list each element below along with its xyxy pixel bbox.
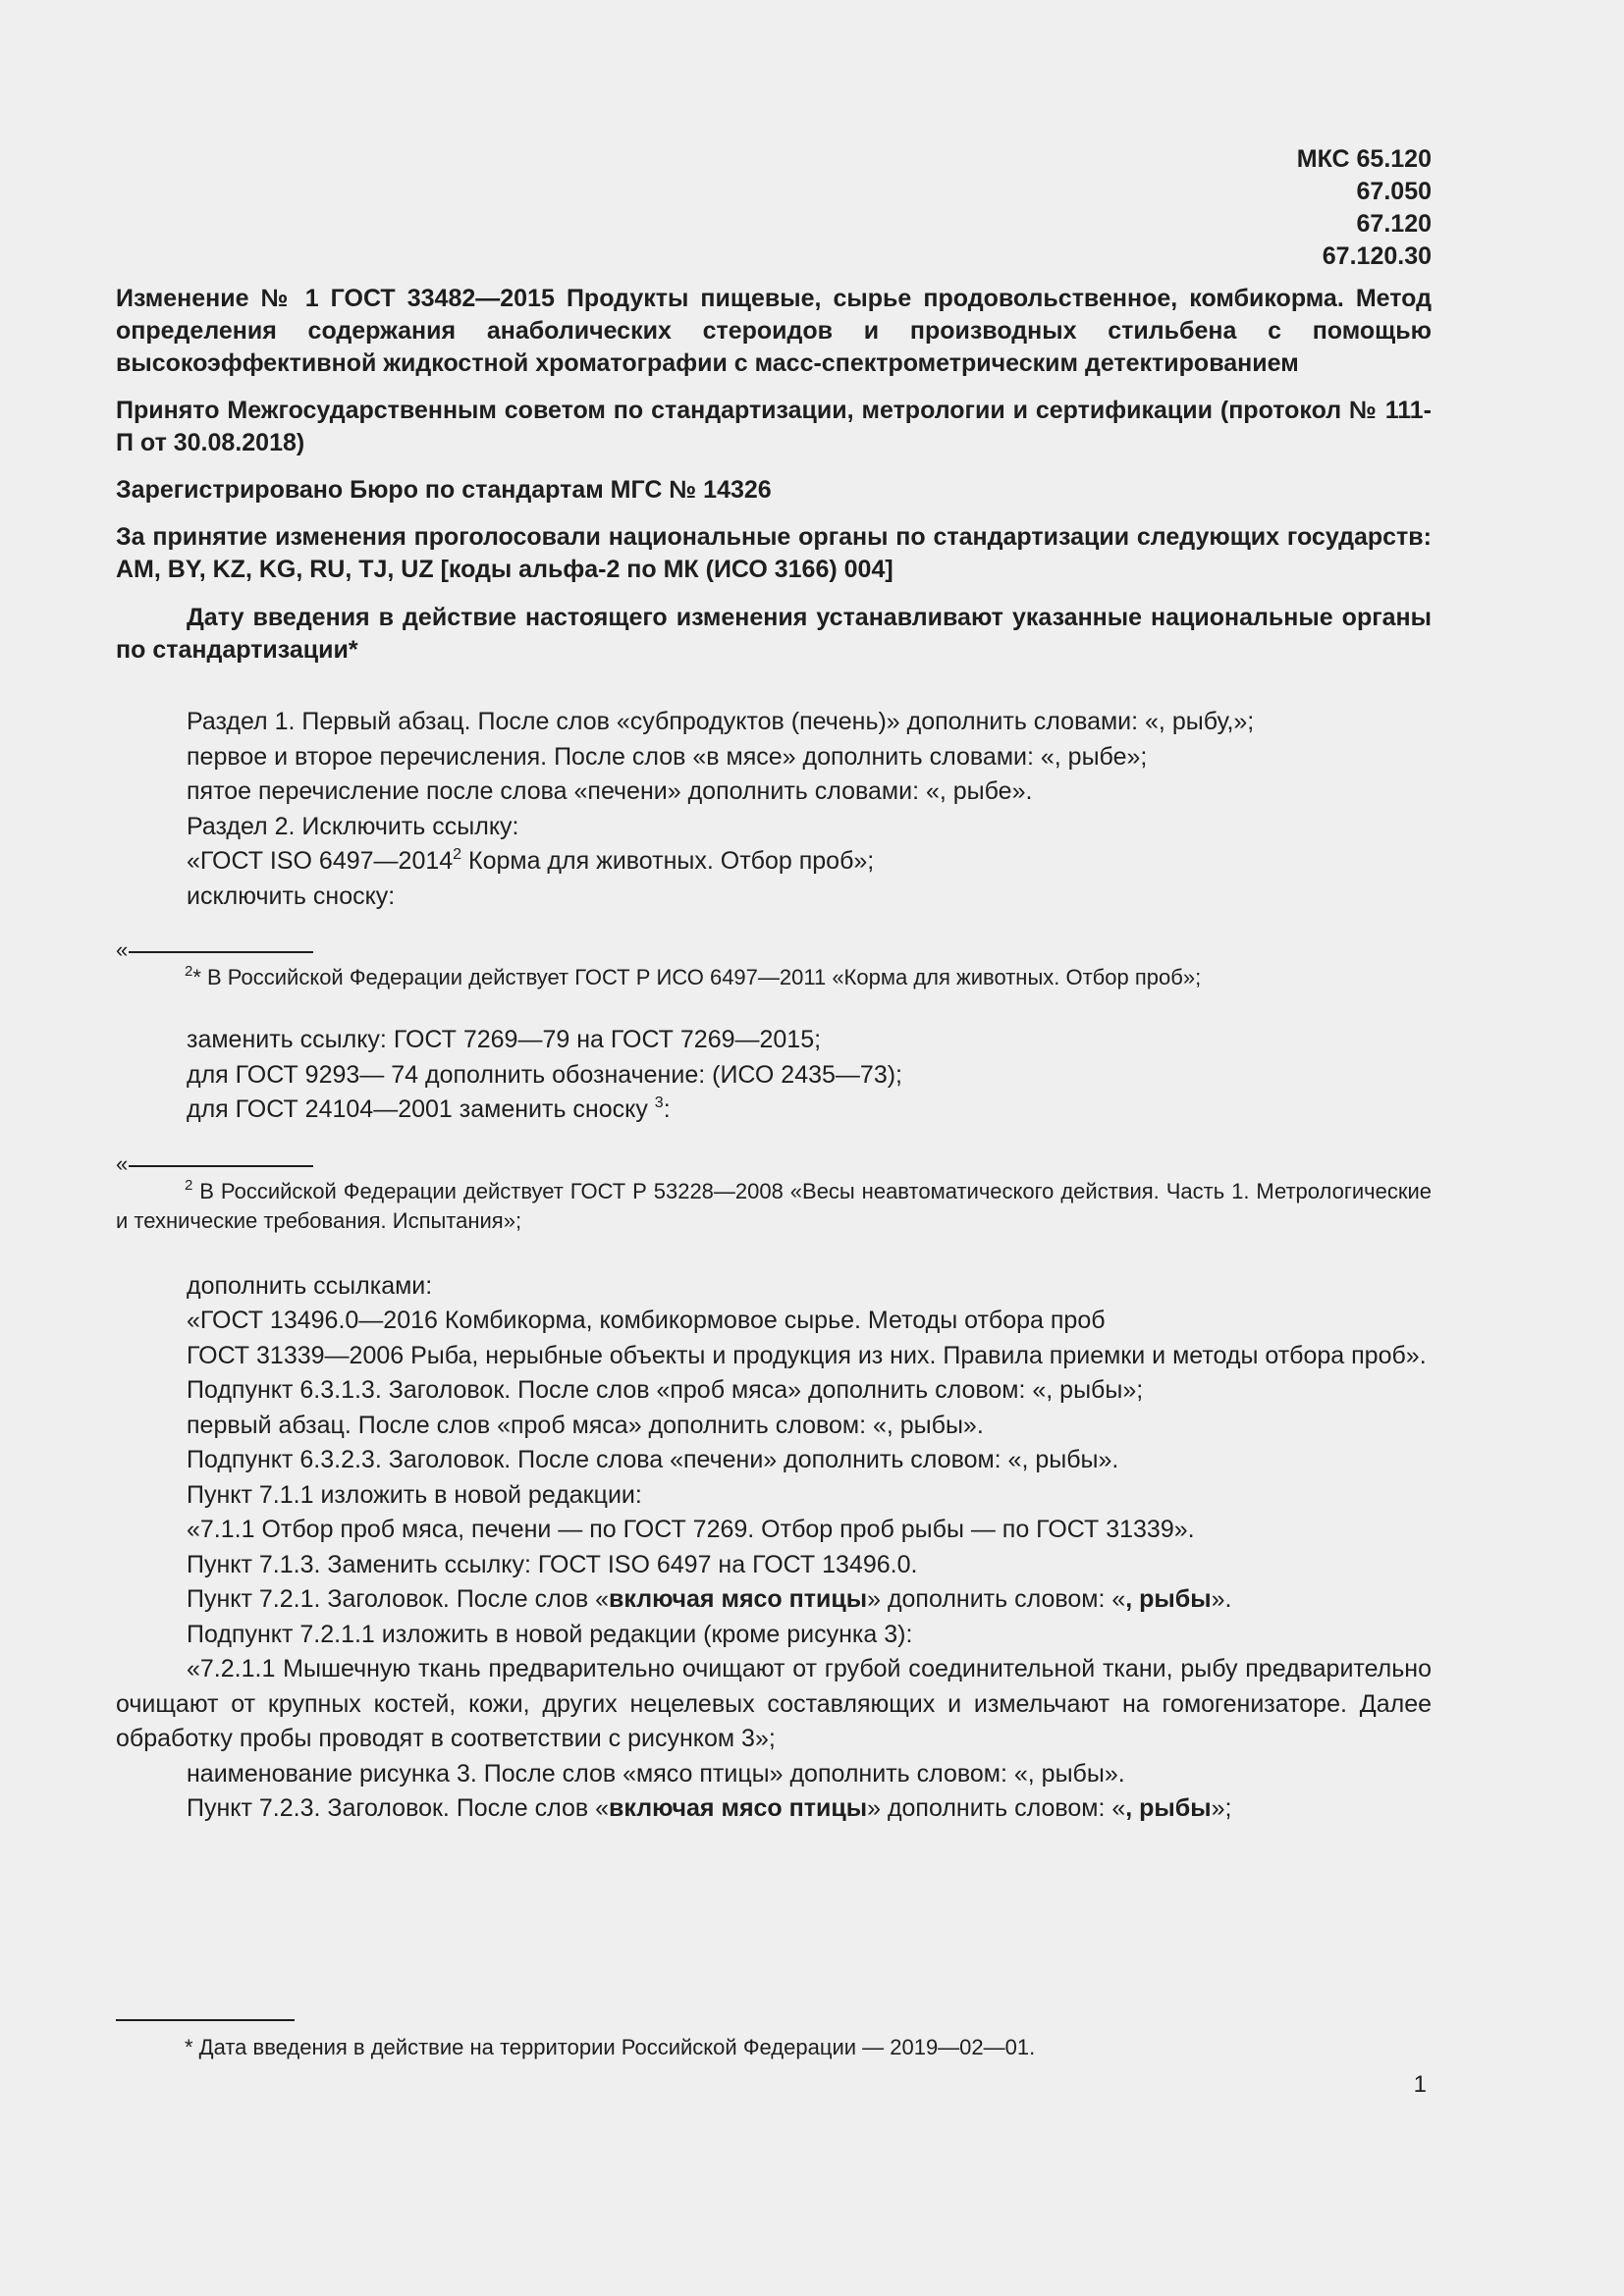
text-line: Пункт 7.1.3. Заменить ссылку: ГОСТ ISO 6497 на ГОСТ 13496.0. [187, 1550, 918, 1578]
effective-date-footnote: * Дата введения в действие на территории Российской Федерации — 2019—02—01. [185, 2035, 1036, 2059]
text-line: «7.2.1.1 Мышечную ткань предварительно очищают от грубой соединительной ткани, рыбу предварительно очищают от крупных костей, кожи, других нецелевых составляющих и измельчают на гомогенизаторе. Далее обработку пробы проводят в соответствии с рисунком 3»; [116, 1655, 1432, 1752]
text-fragment: »; [1211, 1794, 1232, 1822]
text-line: первый абзац. После слов «проб мяса» дополнить словом: «, рыбы». [187, 1411, 984, 1439]
voted-statement: За принятие изменения проголосовали национальные органы по стандартизации следующих государств: AM, BY, KZ, KG, RU, TJ, UZ [коды альфа-2 по МК (ИСО 3166) 004] [116, 523, 1432, 583]
text-fragment: : [663, 1095, 671, 1123]
text-fragment: ». [1211, 1585, 1232, 1613]
text-line: ГОСТ 31339—2006 Рыба, нерыбные объекты и продукция из них. Правила приемки и методы отбора проб». [187, 1341, 1427, 1369]
text-fragment: Пункт 7.2.3. Заголовок. После слов « [187, 1794, 610, 1822]
footnote-rule [129, 1165, 313, 1167]
text-line: Раздел 1. Первый абзац. После слов «субпродуктов (печень)» дополнить словами: «, рыбу,»; [187, 708, 1255, 735]
document-page [116, 143, 1432, 1827]
footnote-rule [129, 951, 313, 953]
text-fragment: В Российской Федерации действует ГОСТ Р 53228—2008 «Весы неавтоматического действия. Часть 1. Метрологические и технические требования. Испытания»; [116, 1178, 1432, 1233]
text-line: для ГОСТ 9293— 74 дополнить обозначение: (ИСО 2435—73); [187, 1060, 903, 1089]
text-line: Раздел 2. Исключить ссылку: [187, 812, 519, 840]
section-3-changes [116, 1269, 1432, 1827]
quoted-footnote-1 [116, 937, 1432, 992]
text-line: Подпункт 6.3.2.3. Заголовок. После слова «печени» дополнить словом: «, рыбы». [187, 1446, 1119, 1473]
text-line: дополнить ссылками: [187, 1271, 433, 1300]
text-line: исключить сноску: [187, 881, 396, 910]
section-2-changes [116, 1023, 1432, 1128]
quoted-footnote-2 [116, 1150, 1432, 1236]
text-line: «7.1.1 Отбор проб мяса, печени — по ГОСТ 7269. Отбор проб рыбы — по ГОСТ 31339». [187, 1516, 1195, 1543]
registered-statement: Зарегистрировано Бюро по стандартам МГС № 14326 [116, 476, 772, 504]
mks-code: 67.050 [1356, 178, 1432, 205]
quote-mark: « [116, 1150, 129, 1176]
text-line [116, 844, 1432, 880]
footnote-text [116, 1177, 1432, 1236]
footnote-separator [116, 2019, 295, 2021]
text-fragment: «ГОСТ ISO 6497—2014 [187, 847, 454, 875]
text-line: первое и второе перечисления. После слов «в мясе» дополнить словами: «, рыбе»; [187, 742, 1148, 771]
bold-fragment: , рыбы [1125, 1585, 1212, 1613]
quote-mark: « [116, 937, 129, 962]
text-fragment: » дополнить словом: « [867, 1585, 1126, 1613]
text-line: пятое перечисление после слова «печени» дополнить словами: «, рыбе». [187, 777, 1033, 805]
mks-codes [116, 143, 1432, 273]
text-line: заменить ссылку: ГОСТ 7269—79 на ГОСТ 7269—2015; [187, 1026, 822, 1053]
text-fragment: * В Российской Федерации действует ГОСТ Р ИСО 6497—2011 «Корма для животных. Отбор проб»; [192, 965, 1202, 989]
effective-date-statement: Дату введения в действие настоящего изменения устанавливают указанные национальные органы по стандартизации* [116, 604, 1432, 664]
mks-code: 67.120 [1356, 210, 1432, 238]
text-line: Подпункт 7.2.1.1 изложить в новой редакции (кроме рисунка 3): [187, 1620, 913, 1648]
page-number: 1 [1413, 2071, 1427, 2098]
bold-fragment: включая мясо птицы [609, 1794, 868, 1822]
footnote-ref: 3 [654, 1095, 664, 1111]
amendment-header [116, 283, 1432, 667]
text-line: «ГОСТ 13496.0—2016 Комбикорма, комбикормовое сырье. Методы отбора проб [187, 1307, 1106, 1334]
text-fragment: для ГОСТ 24104—2001 заменить сноску [187, 1095, 655, 1123]
bold-fragment: включая мясо птицы [609, 1585, 868, 1613]
text-fragment: Корма для животных. Отбор проб»; [461, 847, 875, 875]
adopted-statement: Принято Межгосударственным советом по стандартизации, метрологии и сертификации (протокол № 111-П от 30.08.2018) [116, 397, 1432, 456]
footnote-number: 2 [185, 1176, 193, 1194]
text-line: Пункт 7.1.1 изложить в новой редакции: [187, 1480, 642, 1509]
mks-code: МКС 65.120 [1296, 145, 1432, 173]
mks-code: 67.120.30 [1322, 242, 1432, 270]
section-1-changes [116, 705, 1432, 914]
text-line [116, 1582, 1432, 1618]
footnote-text [116, 963, 1432, 992]
text-line: наименование рисунка 3. После слов «мясо птицы» дополнить словом: «, рыбы». [187, 1759, 1125, 1788]
text-fragment: Пункт 7.2.1. Заголовок. После слов « [187, 1585, 610, 1613]
text-line [116, 1093, 1432, 1128]
text-fragment: » дополнить словом: « [867, 1794, 1126, 1822]
footnote-number: 2 [185, 963, 193, 980]
text-line [116, 1791, 1432, 1827]
text-line: Подпункт 6.3.1.3. Заголовок. После слов «проб мяса» дополнить словом: «, рыбы»; [187, 1376, 1144, 1404]
amendment-title: Изменение № 1 ГОСТ 33482—2015 Продукты пищевые, сырье продовольственное, комбикорма. Метод определения содержания анаболических стероидов и производных стильбена с помощью высокоэффективной жидкостной хроматографии с масс-спектрометрическим детектированием [116, 285, 1432, 377]
bold-fragment: , рыбы [1125, 1794, 1212, 1822]
footnote-ref: 2 [453, 846, 462, 863]
